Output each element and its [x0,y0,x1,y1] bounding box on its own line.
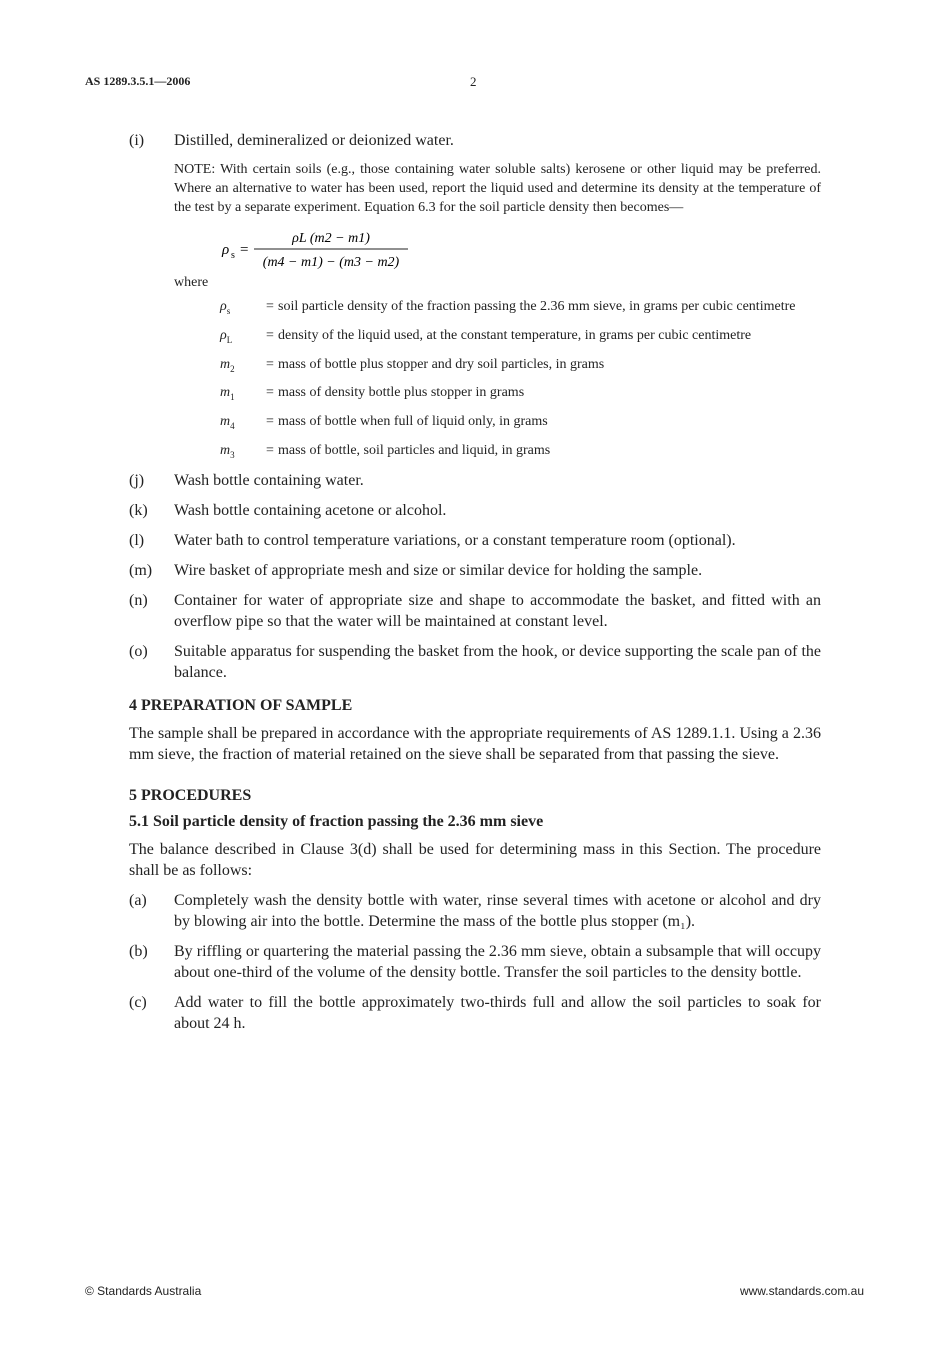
definition-row: $m_3$ = mass of bottle, soil particles and liquid, in grams [174,441,821,465]
step-text: By riffling or quartering the material passing the 2.36 mm sieve, obtain a subsample that will occupy about one-third of the volume of the density bottle. Transfer the soil particles to the density bottle. [174,942,821,981]
density-formula [174,221,821,273]
section-5-intro: The balance described in Clause 3(d) shall be used for determining mass in this Section. The procedure shall be as follows: [129,840,821,879]
symbol-sub: L [226,334,233,345]
apparatus-item [129,560,821,581]
formula-lhs-sub: s [231,250,235,261]
item-text: Wire basket of appropriate mesh and size or similar device for holding the sample. [174,561,703,579]
symbol-main: m [220,414,231,430]
symbol-main: m [220,385,231,401]
definition-text: mass of bottle, soil particles and liquid, in grams [278,442,551,458]
website-footer[interactable]: www.standards.com.au [739,1284,864,1298]
procedure-step [129,992,821,1034]
definition-symbol [174,441,266,465]
item-label: (m) [129,561,153,579]
procedure-step [129,890,821,932]
step-label: (a) [129,891,147,909]
definition-text: mass of density bottle plus stopper in grams [278,385,525,401]
definition-symbol [174,326,266,350]
step-label: (c) [129,993,147,1011]
symbol-sub: s [226,305,231,316]
definition-symbol [174,383,266,407]
definition-row: $m_2$ = mass of bottle plus stopper and dry soil particles, in grams [174,355,821,379]
item-text: Container for water of appropriate size and shape to accommodate the basket, and fitted with an overflow pipe so that the water will be maintained at constant level. [174,591,821,630]
formula-graphic [174,221,434,273]
step-text: Completely wash the density bottle with water, rinse several times with acetone or alcohol and dry by blowing air into the bottle. Determine the mass of the bottle plus stopper (m₁). [174,891,821,930]
step-text: Add water to fill the bottle approximately two-thirds full and allow the soil particles to soak for about 24 h. [174,993,821,1032]
item-label: (l) [129,531,145,549]
symbol-sub: 3 [230,449,235,460]
definition-text: density of the liquid used, at the constant temperature, in grams per cubic centimetre [278,327,752,343]
symbol-main: m [220,442,231,458]
note-text: NOTE: With certain soils (e.g., those containing water soluble salts) kerosene or other liquid may be preferred. Where an alternative to water has been used, report the liquid used and determine its density at the temperature of the test by a separate experiment. Equation 6.3 for the soil particle density then becomes— [174,162,821,215]
item-text: Water bath to control temperature variations, or a constant temperature room (optional). [174,531,736,549]
page-number: 2 [470,74,477,89]
note-block [174,160,821,273]
symbol-sub: 4 [230,420,235,431]
section-5-1-heading: 5.1 Soil particle density of fraction passing the 2.36 mm sieve [129,812,544,830]
item-label: (j) [129,471,145,489]
formula-numerator: ρL (m2 − m1) [292,231,370,246]
section-4-text: The sample shall be prepared in accordance with the appropriate requirements of AS 1289.1.1. Using a 2.36 mm sieve, the fraction of material retained on the sieve shall be separated from that passing the sieve. [129,724,821,763]
definition-symbol [174,355,266,379]
item-label: (k) [129,501,148,519]
formula-lhs: ρ [222,242,230,258]
definition-text: mass of bottle when full of liquid only, in grams [278,414,548,430]
apparatus-item [129,530,821,551]
definition-symbol [174,412,266,436]
apparatus-item [129,590,821,632]
item-label: (n) [129,591,148,609]
svg-text:=: = [240,242,249,258]
apparatus-item [129,130,821,151]
procedure-step [129,941,821,983]
definition-text: soil particle density of the fraction passing the 2.36 mm sieve, in grams per cubic centimetre [278,299,796,314]
symbol-sub: 1 [230,392,235,403]
where-label: where [174,275,209,290]
apparatus-item [129,641,821,683]
section-5-heading: 5 PROCEDURES [129,786,252,804]
definitions-list [174,297,821,465]
symbol-main: ρ [220,327,227,343]
item-text: Suitable apparatus for suspending the basket from the hook, or device supporting the scale pan of the balance. [174,642,821,681]
standard-number: AS 1289.3.5.1—2006 [85,74,191,88]
apparatus-item [129,470,821,491]
definition-symbol [174,297,266,321]
definition-text: mass of bottle plus stopper and dry soil particles, in grams [278,356,605,372]
formula-denominator: (m4 − m1) − (m3 − m2) [262,255,400,270]
item-label: (i) [129,132,145,149]
symbol-main: ρ [220,299,227,314]
page-content [129,130,821,1043]
section-4-heading: 4 PREPARATION OF SAMPLE [129,696,353,714]
item-label: (o) [129,642,148,660]
definition-row: $\rho_L$ = density of the liquid used, at the constant temperature, in grams per cubic centimetre [174,326,821,350]
definition-row: $m_4$ = mass of bottle when full of liquid only, in grams [174,412,821,436]
definition-row: $\rho_s$ = soil particle density of the fraction passing the 2.36 mm sieve, in grams per cubic centimetre [174,297,821,321]
copyright-footer: © Standards Australia [85,1284,202,1298]
apparatus-item [129,500,821,521]
definition-row: $m_1$ = mass of density bottle plus stopper in grams [174,383,821,407]
item-text: Wash bottle containing water. [174,471,364,489]
item-text: Distilled, demineralized or deionized water. [174,132,454,149]
step-label: (b) [129,942,148,960]
symbol-sub: 2 [230,363,235,374]
item-text: Wash bottle containing acetone or alcohol. [174,501,447,519]
symbol-main: m [220,356,231,372]
